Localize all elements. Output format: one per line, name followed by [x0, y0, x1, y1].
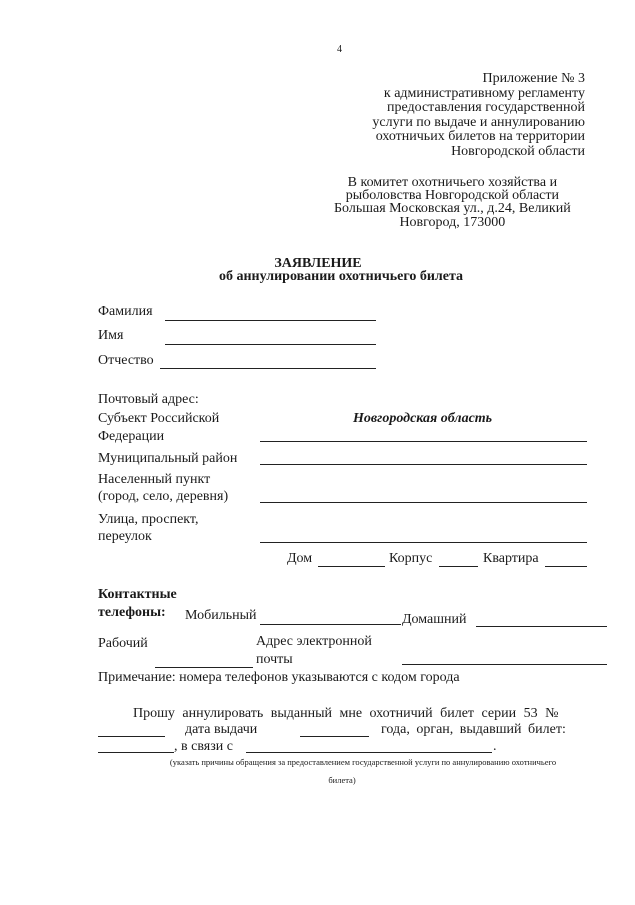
subject-label-line2: Федерации [98, 429, 165, 444]
patronymic-label: Отчество [98, 353, 154, 368]
appendix-line: охотничьих билетов на территории [375, 129, 585, 145]
addressee-line: Новгород, 173000 [399, 214, 506, 230]
appendix-line: к административному регламенту [383, 85, 585, 101]
surname-line[interactable] [165, 320, 376, 321]
street-label-line2: переулок [98, 529, 152, 544]
reason-hint-line1: (указать причины обращения за предоставлением государственной услуги по аннулированию охотничьего [169, 757, 557, 767]
mobile-label: Мобильный [185, 608, 257, 623]
postal-address-header: Почтовый адрес: [98, 392, 199, 407]
locality-label-line1: Населенный пункт [98, 472, 211, 487]
addressee-line: В комитет охотничьего хозяйства и [347, 175, 558, 190]
page-number: 4 [337, 44, 342, 55]
addressee-block [334, 176, 571, 229]
subject-value: Новгородская область [353, 411, 493, 426]
street-line[interactable] [260, 542, 587, 543]
email-label-line1: Адрес электронной [256, 634, 372, 649]
mobile-line[interactable] [260, 624, 401, 625]
ticket-number-line[interactable] [98, 736, 165, 737]
name-line[interactable] [165, 344, 376, 345]
building-line[interactable] [439, 566, 478, 567]
name-label: Имя [98, 328, 124, 343]
email-label-line2: почты [256, 652, 293, 667]
district-line[interactable] [260, 464, 587, 465]
surname-label: Фамилия [98, 304, 153, 319]
contacts-header-line2: телефоны: [98, 605, 166, 620]
subject-line[interactable] [260, 441, 587, 442]
addressee-line: Большая Московская ул., д.24, Великий [334, 201, 571, 217]
email-line[interactable] [402, 664, 607, 665]
issuer-label: года, орган, выдавший билет: [381, 722, 566, 737]
home-label: Домашний [402, 612, 467, 627]
street-label-line1: Улица, проспект, [98, 512, 199, 527]
issue-date-line[interactable] [300, 736, 369, 737]
appendix-block [372, 72, 585, 160]
reason-hint-line2: билета) [328, 775, 356, 785]
appendix-line: Новгородской области [451, 143, 585, 159]
appendix-line: Приложение № 3 [482, 71, 585, 86]
subject-label-line1: Субъект Российской [98, 411, 220, 426]
work-label: Рабочий [98, 636, 148, 651]
addressee-line: рыболовства Новгородской области [345, 188, 559, 204]
request-end-dot: . [493, 739, 497, 754]
work-line[interactable] [155, 667, 253, 668]
apartment-line[interactable] [545, 566, 587, 567]
reason-label: , в связи с [174, 739, 233, 754]
phone-note: Примечание: номера телефонов указываются с кодом города [98, 670, 460, 685]
locality-line[interactable] [260, 502, 587, 503]
district-label: Муниципальный район [98, 451, 238, 466]
building-label: Корпус [389, 551, 433, 566]
document-subtitle: об аннулировании охотничьего билета [218, 269, 464, 284]
appendix-line: услуги по выдаче и аннулированию [372, 114, 585, 130]
document-title: ЗАЯВЛЕНИЕ [274, 256, 362, 271]
house-line[interactable] [318, 566, 385, 567]
home-line[interactable] [476, 626, 607, 627]
issuer-line[interactable] [98, 752, 174, 753]
locality-label-line2: (город, село, деревня) [98, 489, 229, 504]
request-line1: Прошу аннулировать выданный мне охотничий билет серии 53 № [133, 706, 559, 721]
apartment-label: Квартира [483, 551, 539, 566]
contacts-header-line1: Контактные [98, 587, 177, 602]
reason-line[interactable] [246, 752, 492, 753]
issue-date-label: дата выдачи [185, 722, 258, 737]
patronymic-line[interactable] [160, 368, 376, 369]
house-label: Дом [287, 551, 313, 566]
appendix-line: предоставления государственной [386, 100, 585, 116]
